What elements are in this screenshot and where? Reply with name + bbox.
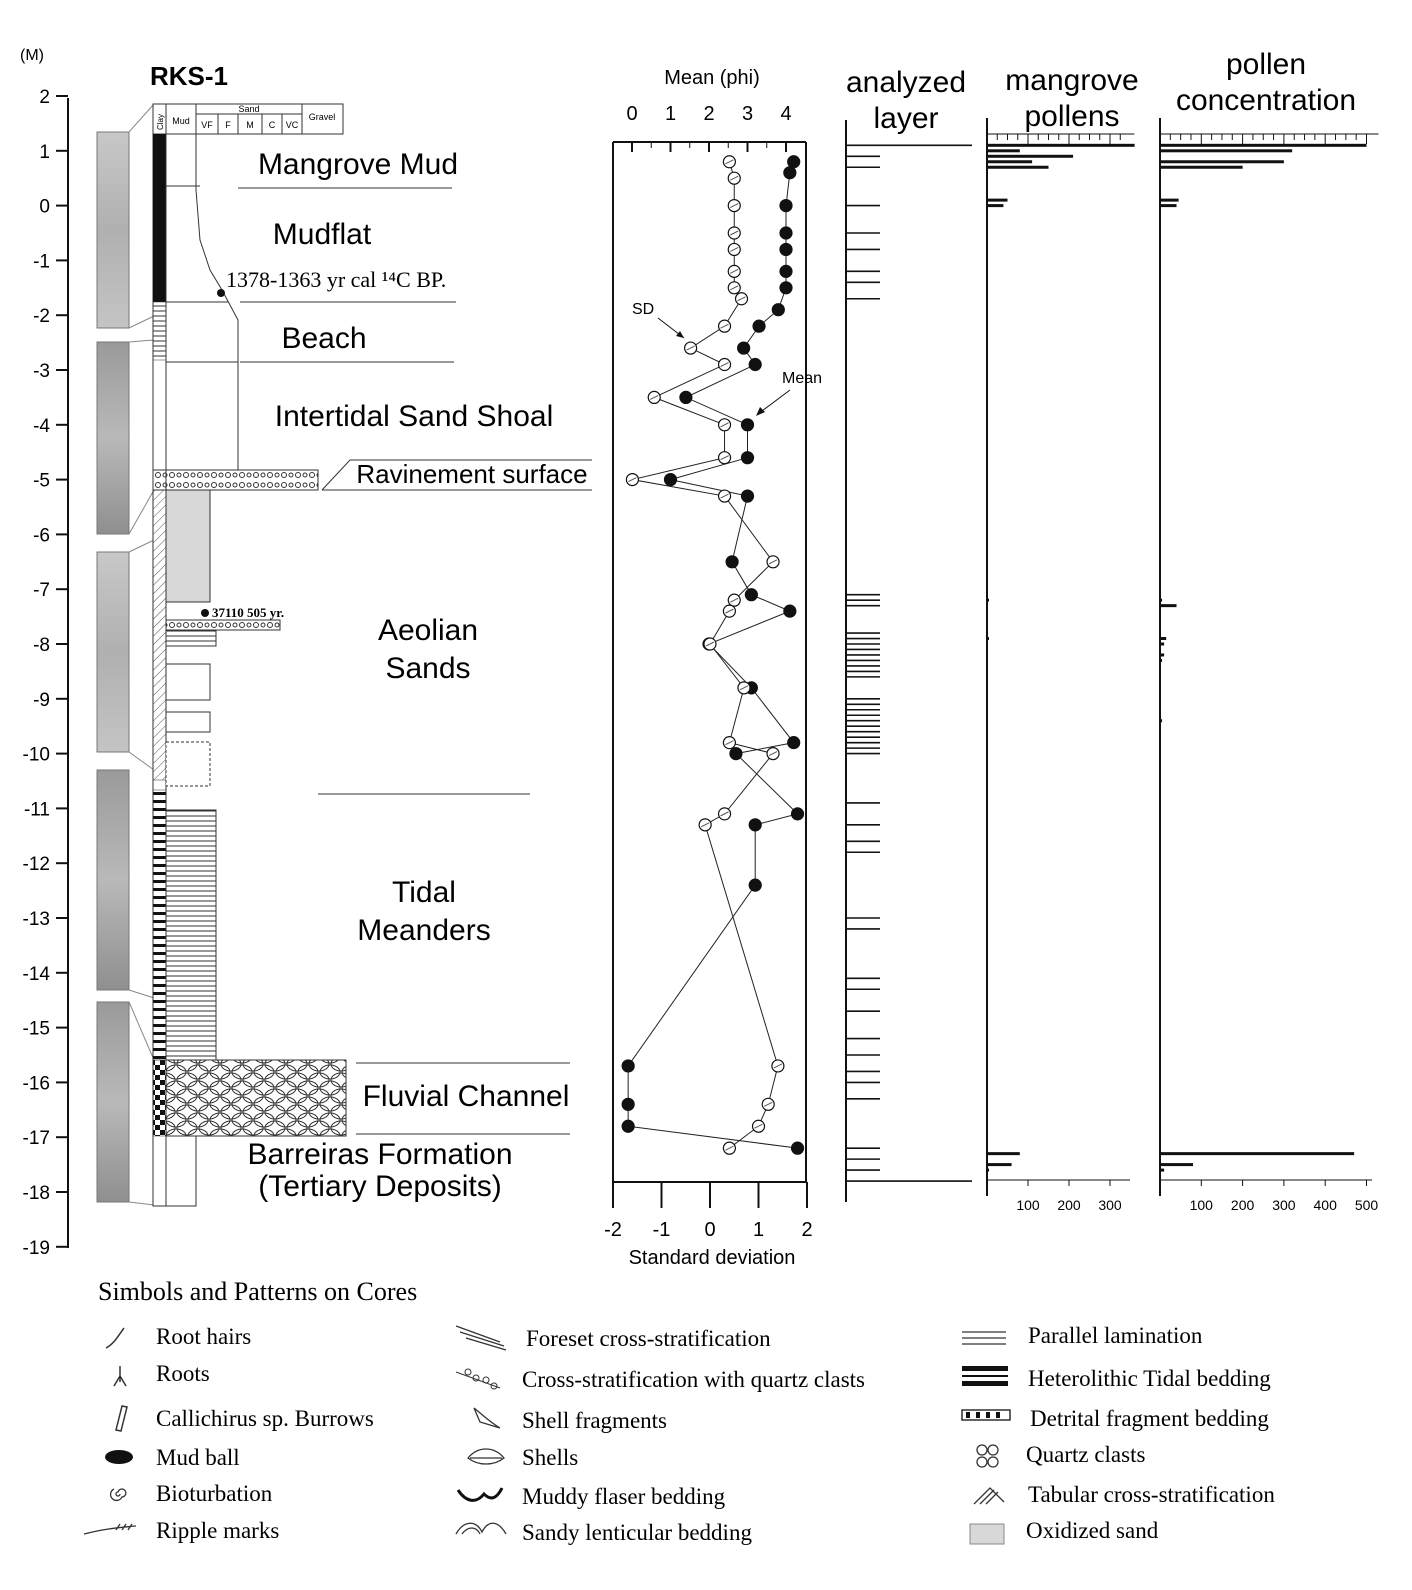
pollen-bar	[1160, 160, 1284, 163]
legend-label-mud-ball: Mud ball	[156, 1445, 240, 1470]
sd-annotation: SD	[632, 301, 655, 318]
depth-tick-label: -8	[33, 635, 50, 656]
mean-point	[665, 474, 677, 486]
bioturbation-icon	[111, 1489, 126, 1500]
legend-label-heterolithic: Heterolithic Tidal bedding	[1028, 1366, 1271, 1391]
mean-point	[622, 1098, 634, 1110]
unit-labels	[238, 148, 592, 1203]
sd-axis-title: Standard deviation	[628, 1247, 796, 1269]
pollen-bar	[1160, 637, 1166, 640]
depth-tick-label: -16	[22, 1073, 50, 1095]
photo-link-line	[129, 490, 154, 534]
legend-label-quartz-clasts: Quartz clasts	[1026, 1442, 1146, 1467]
shells-icon	[468, 1449, 504, 1464]
legend-label-bioturbation: Bioturbation	[156, 1481, 273, 1506]
legend	[84, 1277, 1275, 1545]
pollen-tick-label: 300	[1272, 1197, 1296, 1213]
heterolithic-icon	[962, 1366, 1008, 1386]
legend-label-detrital: Detrital fragment bedding	[1030, 1406, 1269, 1431]
unit-barreiras-line1: Barreiras Formation	[247, 1138, 513, 1171]
unit-barreiras-line2: (Tertiary Deposits)	[258, 1170, 502, 1203]
depth-axis	[20, 47, 68, 1259]
aeolian-gravel-bed	[166, 620, 280, 630]
pollen-tick-label: 200	[1057, 1197, 1081, 1213]
pollen-bar	[987, 149, 1020, 152]
grain-header-gravel: Gravel	[308, 112, 336, 122]
pollen-bar	[1160, 643, 1164, 646]
foreset-icon	[456, 1326, 506, 1350]
depth-tick-label: -11	[23, 799, 50, 821]
mean-tick-label: 4	[780, 103, 792, 125]
pollen-bar	[1160, 719, 1162, 722]
shell-fragments-icon	[474, 1408, 500, 1428]
legend-label-lenticular: Sandy lenticular bedding	[522, 1520, 752, 1545]
oxidized-sand-body	[166, 490, 210, 602]
depth-tick-label: -18	[22, 1183, 50, 1204]
analyzed-title-line1: analyzed	[845, 66, 967, 99]
root-hairs-icon	[106, 1328, 124, 1348]
depth-tick-label: -13	[22, 909, 50, 930]
parallel-lamination-icon	[962, 1332, 1006, 1344]
aeolian-lam-bed	[166, 630, 216, 646]
pollen-concentration-panel	[1160, 48, 1379, 1213]
pollen-bar	[987, 599, 989, 602]
core-photo-strip	[97, 342, 129, 534]
tabular-icon	[974, 1488, 1004, 1504]
unit-beach: Beach	[281, 322, 367, 355]
pollen-bar	[1160, 199, 1179, 202]
depth-tick-label: -2	[33, 306, 50, 328]
pollen-tick-label: 300	[1098, 1197, 1122, 1213]
depth-tick-label: -7	[33, 580, 50, 602]
depth-tick-label: -19	[22, 1237, 50, 1259]
unit-aeolian-line1: Aeolian	[377, 614, 479, 647]
pollen-title-line2: concentration	[1175, 84, 1357, 117]
pollen-bars	[1160, 134, 1379, 1172]
mangrove-title-line1: mangrove	[1005, 64, 1139, 97]
pollen-bar	[1160, 144, 1367, 147]
mean-tick-label: 1	[664, 103, 677, 125]
core-name: RKS-1	[150, 61, 229, 91]
pollen-bar	[987, 155, 1073, 158]
pollen-bar	[987, 160, 1032, 163]
unit-fluvial-channel: Fluvial Channel	[362, 1080, 570, 1113]
grain-header-f: F	[225, 120, 231, 130]
mud-ball-icon	[105, 1450, 133, 1464]
mean-point	[780, 227, 792, 239]
legend-label-flaser: Muddy flaser bedding	[522, 1484, 726, 1509]
sd-tick-label: 0	[704, 1219, 716, 1241]
sd-tick-label: -1	[652, 1219, 671, 1241]
pollen-bar	[1160, 166, 1243, 169]
date-marker-dot	[201, 609, 209, 617]
core-photo-strip	[97, 770, 129, 990]
ripple-marks-icon	[84, 1524, 136, 1534]
sd-bottom-ticks	[604, 1182, 812, 1241]
beach-lamination	[153, 302, 166, 360]
analyzed-layer-panel	[846, 66, 972, 1202]
quartz-clasts-icon	[977, 1445, 998, 1467]
photo-link-line	[129, 540, 154, 552]
mean-point	[738, 342, 750, 354]
mean-point	[749, 819, 761, 831]
unit-intertidal-sand-shoal: Intertidal Sand Shoal	[274, 400, 554, 433]
unit-mudflat: Mudflat	[272, 218, 372, 251]
mean-point	[784, 167, 796, 179]
photo-link-line	[129, 340, 154, 342]
pollen-tick-label: 200	[1230, 1197, 1255, 1213]
mean-point	[780, 282, 792, 294]
mean-point	[680, 391, 692, 403]
aeolian-sand-body	[166, 664, 210, 700]
mean-axis-title: Mean (phi)	[664, 67, 760, 89]
grain-header-sand: Sand	[238, 104, 260, 114]
sd-tick-label: 2	[801, 1219, 813, 1241]
legend-label-roots: Roots	[156, 1361, 210, 1386]
legend-label-quartz-cross: Cross-stratification with quartz clasts	[522, 1367, 866, 1392]
legend-label-burrows: Callichirus sp. Burrows	[156, 1406, 374, 1431]
photo-link-line	[129, 752, 154, 770]
depth-tick-label: -12	[22, 854, 50, 876]
aeolian-sand-body	[166, 742, 210, 786]
legend-label-tabular: Tabular cross-stratification	[1028, 1482, 1275, 1507]
tidal-heterolithic-column	[153, 790, 166, 1060]
depth-tick-label: -6	[33, 525, 50, 547]
date-label-1: 1378-1363 yr cal ¹⁴C BP.	[226, 267, 447, 292]
mean-point	[772, 304, 784, 316]
photo-link-line	[129, 1202, 154, 1205]
depth-ticks	[23, 87, 68, 1259]
legend-label-root-hairs: Root hairs	[156, 1324, 252, 1349]
depth-tick-label: -15	[22, 1018, 50, 1040]
depth-tick-label: -5	[33, 470, 50, 492]
pollen-bar	[1160, 653, 1164, 656]
unit-ravinement-surface: Ravinement surface	[356, 459, 588, 489]
grain-size-chart	[604, 67, 822, 1269]
mean-point	[788, 737, 800, 749]
core-photo-strip	[97, 132, 129, 328]
mean-point	[730, 748, 742, 760]
depth-tick-label: 1	[39, 141, 50, 163]
pollen-tick-label: 100	[1189, 1197, 1213, 1213]
pollen-tick-label: 100	[1016, 1197, 1040, 1213]
barreiras-body	[166, 1136, 196, 1206]
fluvial-checker-column	[153, 1060, 166, 1136]
unit-tidal-line2: Meanders	[357, 914, 491, 947]
photo-link-line	[129, 990, 154, 998]
grain-header-clay: Clay	[156, 113, 165, 130]
pollen-tick-label: 500	[1354, 1197, 1379, 1213]
depth-tick-label: -4	[33, 415, 50, 437]
mean-point	[745, 589, 757, 601]
pollen-bar	[987, 1163, 1012, 1166]
mean-point	[749, 879, 761, 891]
pollen-bar	[987, 204, 1003, 207]
ravinement-gravel-bed	[153, 470, 318, 490]
pollen-bar	[1160, 1152, 1354, 1155]
mean-point	[784, 605, 796, 617]
mean-tick-label: 2	[703, 103, 715, 125]
oxidized-sand-icon	[970, 1524, 1004, 1544]
depth-tick-label: -1	[33, 251, 50, 273]
mean-annotation: Mean	[782, 370, 823, 387]
analyzed-title-line2: layer	[873, 102, 939, 135]
depth-tick-label: -14	[22, 963, 50, 985]
mean-point	[742, 419, 754, 431]
depth-tick-label: 0	[39, 196, 50, 218]
grain-header-m: M	[246, 120, 254, 130]
sd-tick-label: -2	[604, 1219, 622, 1241]
burrows-icon	[116, 1406, 127, 1431]
mangrove-mud-column	[153, 134, 166, 302]
roots-icon	[114, 1366, 126, 1386]
grain-header-vc: VC	[285, 120, 299, 130]
legend-label-foreset: Foreset cross-stratification	[526, 1326, 771, 1351]
depth-tick-label: -10	[22, 744, 50, 766]
quartz-cross-icon	[456, 1369, 500, 1389]
tidal-lam-body	[166, 810, 216, 1060]
unit-aeolian-line2: Sands	[385, 652, 471, 685]
grain-size-header	[153, 104, 343, 134]
legend-title: Simbols and Patterns on Cores	[98, 1277, 418, 1306]
depth-tick-label: -3	[33, 361, 50, 382]
grain-header-mud: Mud	[172, 116, 190, 126]
analyzed-bars	[846, 145, 972, 1181]
pollen-bar	[1160, 149, 1292, 152]
grain-header-vf: VF	[201, 120, 213, 130]
intertidal-shoal-body	[166, 362, 238, 470]
mean-top-ticks	[626, 103, 791, 152]
mangrove-bars	[987, 134, 1135, 1172]
pollen-x-ticks	[1190, 1180, 1379, 1213]
pollen-bar	[987, 637, 989, 640]
mean-point	[726, 556, 738, 568]
pollen-bar	[1160, 599, 1162, 602]
aeolian-hatch-column	[153, 490, 166, 780]
depth-tick-label: -17	[22, 1128, 50, 1150]
legend-label-parallel-lamination: Parallel lamination	[1028, 1323, 1203, 1348]
pollen-bar	[1160, 1169, 1164, 1172]
mangrove-pollens-panel	[987, 64, 1139, 1213]
mean-point	[780, 265, 792, 277]
pollen-bar	[987, 166, 1049, 169]
sd-tick-label: 1	[752, 1219, 765, 1241]
photo-link-line	[129, 316, 154, 328]
pollen-bar	[987, 1152, 1020, 1155]
core-photos	[97, 104, 154, 1205]
core-photo-strip	[97, 552, 129, 752]
legend-label-shells: Shells	[522, 1445, 579, 1470]
depth-tick-label: 2	[39, 87, 50, 108]
pollen-tick-label: 400	[1313, 1197, 1337, 1213]
mangrove-title-line2: pollens	[1024, 100, 1120, 133]
aeolian-sand-body	[166, 712, 210, 732]
mean-point	[792, 1142, 804, 1154]
core-photo-strip	[97, 1002, 129, 1202]
legend-label-shell-fragments: Shell fragments	[522, 1408, 667, 1433]
date-label-2: 37110 505 yr.	[212, 605, 285, 620]
pollen-bar	[987, 144, 1135, 147]
mean-point	[622, 1120, 634, 1132]
legend-label-ripple-marks: Ripple marks	[156, 1518, 280, 1543]
mean-tick-label: 3	[741, 103, 754, 125]
pollen-bar	[987, 1169, 989, 1172]
mean-point	[788, 156, 800, 168]
pollen-title-line1: pollen	[1225, 48, 1307, 81]
mean-tick-label: 0	[626, 103, 638, 125]
mean-point	[780, 200, 792, 212]
date-marker-dot	[217, 289, 225, 297]
pollen-bar	[1160, 1163, 1193, 1166]
legend-label-oxidized-sand: Oxidized sand	[1026, 1518, 1159, 1543]
mean-point	[792, 808, 804, 820]
flaser-icon	[458, 1488, 502, 1500]
photo-link-line	[129, 1002, 154, 1060]
fluvial-cobble-body	[166, 1060, 346, 1136]
grain-header-c: C	[268, 120, 276, 130]
mud-profile	[166, 134, 238, 362]
mean-point	[780, 243, 792, 255]
unit-tidal-line1: Tidal	[392, 876, 456, 909]
depth-unit-label: (M)	[20, 47, 44, 64]
pollen-bar	[1160, 659, 1162, 662]
mean-point	[749, 359, 761, 371]
lenticular-icon	[456, 1523, 506, 1534]
unit-mangrove-mud: Mangrove Mud	[257, 148, 459, 181]
mean-point	[742, 452, 754, 464]
pollen-bar	[1160, 604, 1177, 607]
mean-point	[753, 320, 765, 332]
mangrove-x-ticks	[1016, 1180, 1122, 1213]
mean-point	[622, 1060, 634, 1072]
mean-point	[742, 490, 754, 502]
pollen-bar	[987, 199, 1008, 202]
pollen-bar	[1160, 204, 1177, 207]
detrital-icon	[962, 1410, 1010, 1420]
depth-tick-label: -9	[33, 689, 50, 711]
photo-link-line	[129, 104, 154, 132]
